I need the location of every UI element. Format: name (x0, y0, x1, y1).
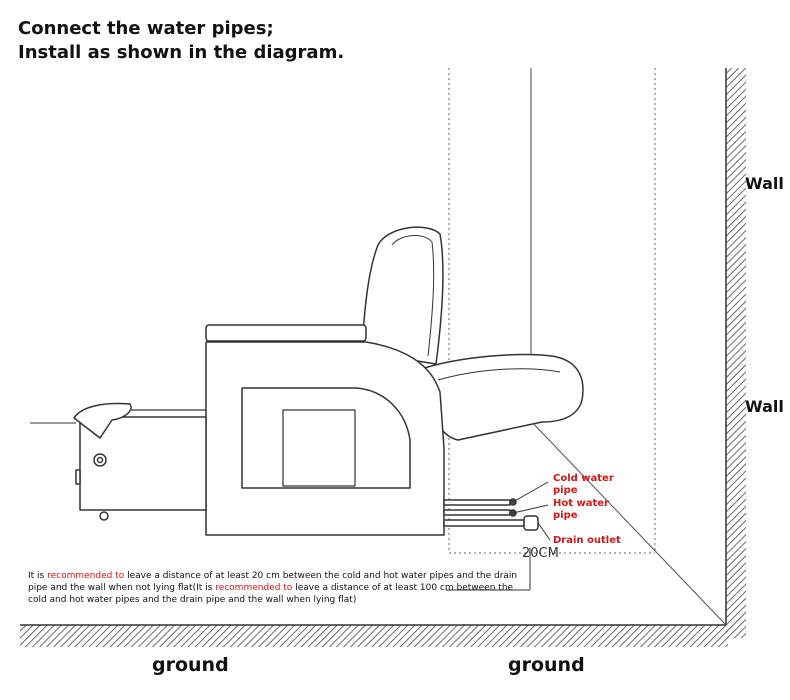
cold-water-label-line-1: Cold water (553, 473, 614, 484)
hot-water-pipe (444, 510, 510, 515)
ground-label-left: ground (152, 654, 229, 676)
chair-armrest (206, 325, 366, 341)
note-part-3: leave a distance of at least 100 cm between the cold and hot water pipes and the drain pipe and the wall when lying flat) (28, 583, 514, 605)
note-part-2: leave a distance of at least 20 cm between the cold and hot water pipes and the drain pipe and the wall when not lying flat(It is (28, 571, 518, 593)
distance-label: 20CM (522, 546, 559, 561)
cold-water-pipe (444, 500, 510, 505)
note-part-1: It is (28, 571, 48, 581)
clearance-diagonal (528, 418, 726, 625)
ground (20, 625, 728, 647)
installation-note (28, 570, 518, 606)
title-line-1: Connect the water pipes; (18, 18, 274, 39)
cold-water-label-line-2: pipe (553, 485, 578, 496)
drain-outlet-label: Drain outlet (553, 535, 621, 546)
ground-label-right: ground (508, 654, 585, 676)
chair-side-panel (242, 388, 410, 488)
hot-water-label-line-1: Hot water (553, 498, 609, 509)
wall-label-top: Wall (745, 174, 784, 193)
note-highlight-2: recommended to (215, 583, 293, 593)
hot-water-label-line-2: pipe (553, 510, 578, 521)
pedicure-chair (74, 227, 583, 535)
wall (726, 68, 746, 638)
title-line-2: Install as shown in the diagram. (18, 42, 345, 63)
wall-label-bottom: Wall (745, 397, 784, 416)
clearance-zone (449, 68, 655, 553)
drain-pipe (444, 520, 524, 526)
note-highlight-1: recommended to (47, 571, 125, 581)
